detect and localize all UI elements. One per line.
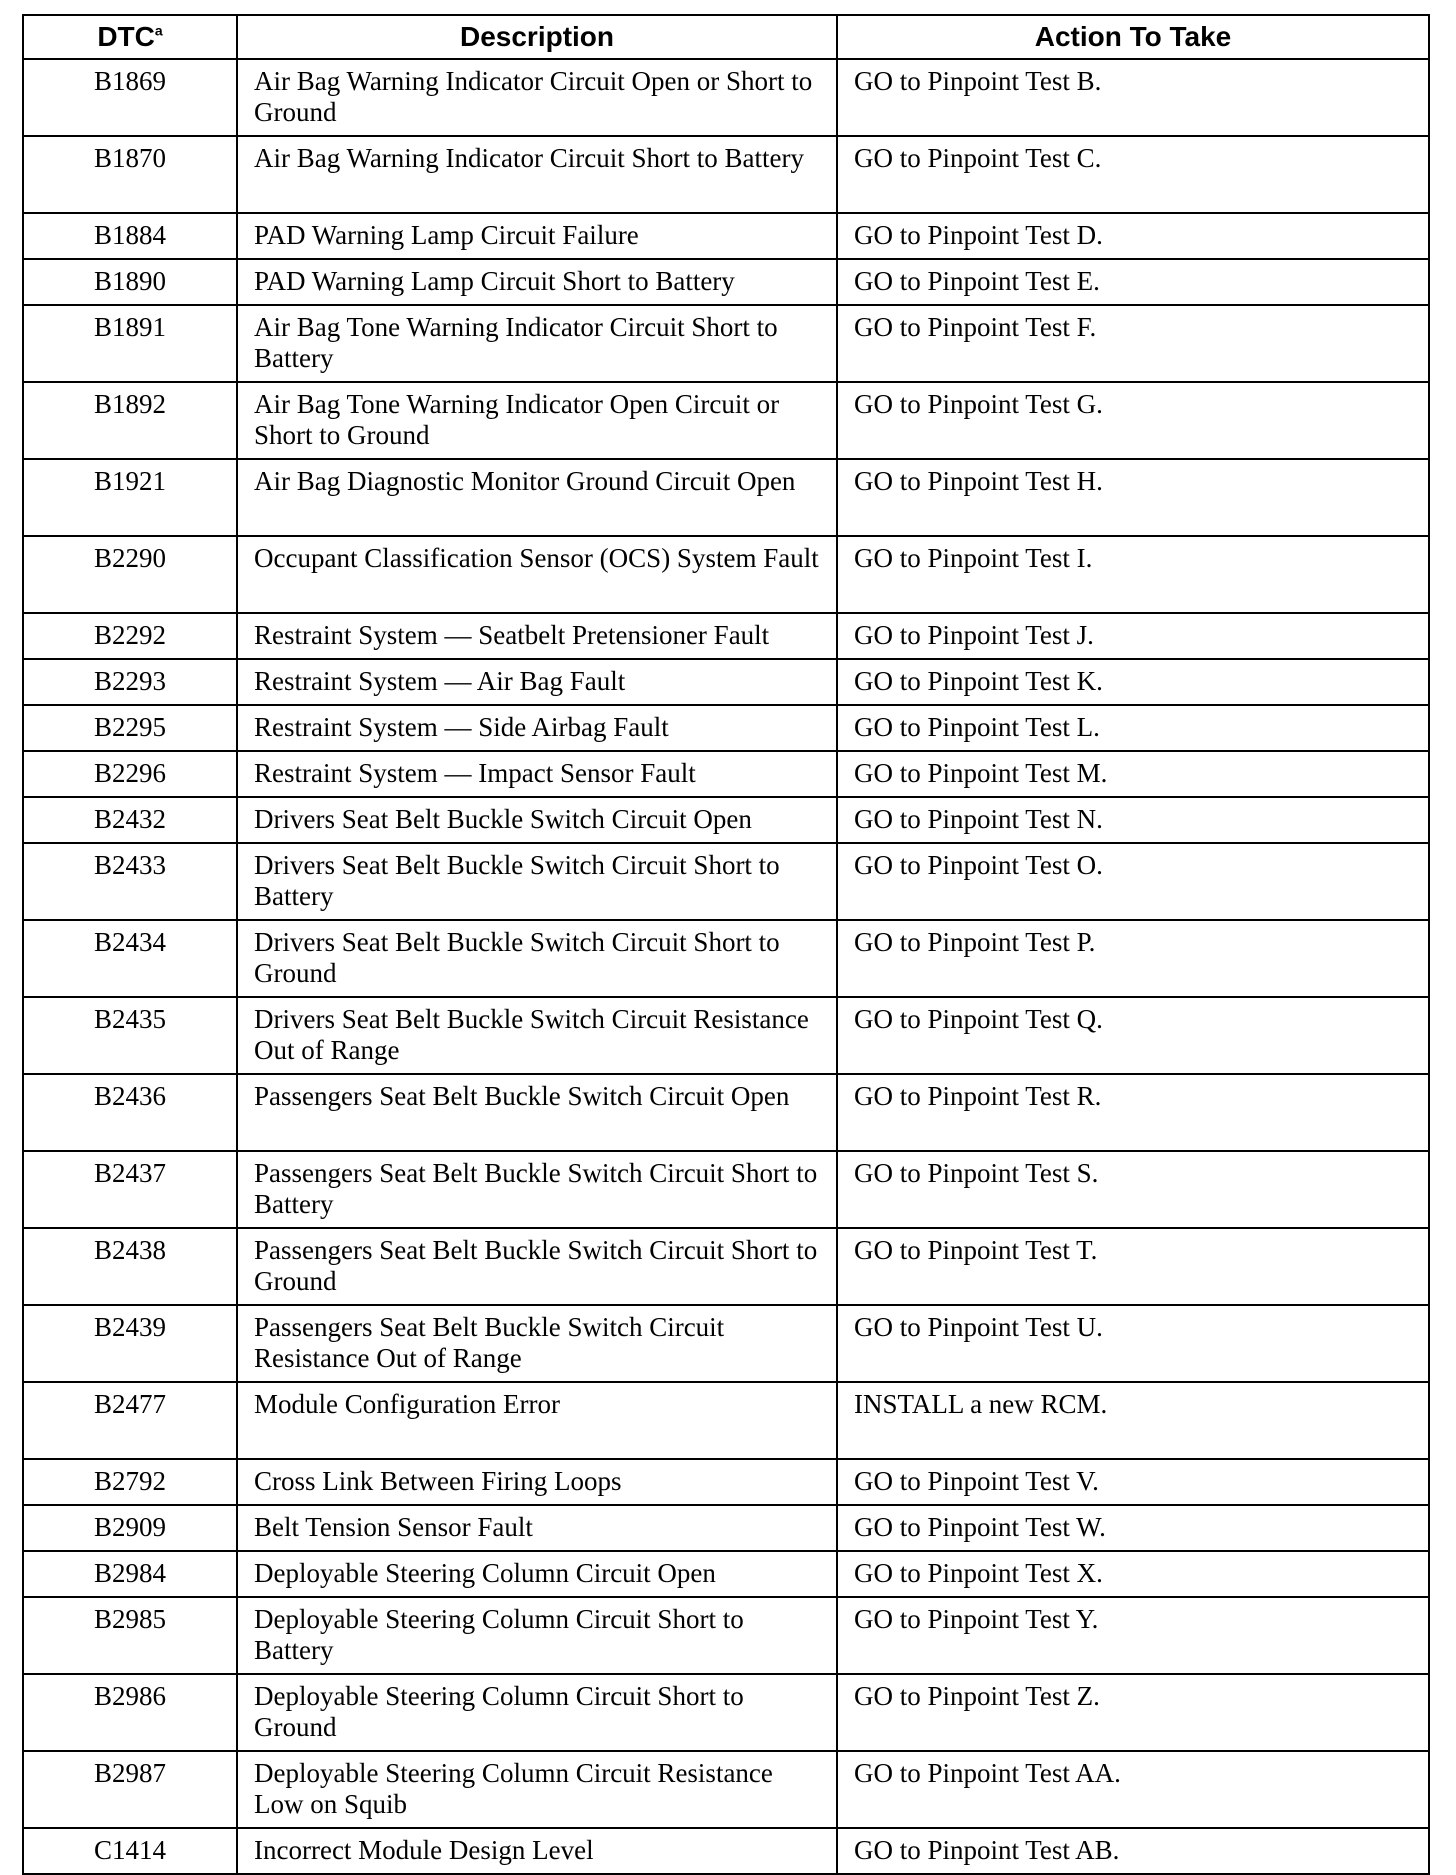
dtc-code-cell: B2293	[23, 659, 237, 705]
description-cell: PAD Warning Lamp Circuit Short to Battery	[237, 259, 837, 305]
action-cell: GO to Pinpoint Test P.	[837, 920, 1429, 997]
action-cell: GO to Pinpoint Test B.	[837, 59, 1429, 136]
description-cell: Passengers Seat Belt Buckle Switch Circuit Resistance Out of Range	[237, 1305, 837, 1382]
action-cell: GO to Pinpoint Test AB.	[837, 1828, 1429, 1874]
action-cell: GO to Pinpoint Test D.	[837, 213, 1429, 259]
dtc-code-cell: B2439	[23, 1305, 237, 1382]
description-cell: Restraint System — Side Airbag Fault	[237, 705, 837, 751]
action-cell: GO to Pinpoint Test I.	[837, 536, 1429, 613]
description-cell: Drivers Seat Belt Buckle Switch Circuit Short to Battery	[237, 843, 837, 920]
table-row	[23, 536, 1429, 613]
table-row	[23, 305, 1429, 382]
table-row	[23, 659, 1429, 705]
dtc-code-cell: B2432	[23, 797, 237, 843]
description-cell: Air Bag Tone Warning Indicator Circuit Short to Battery	[237, 305, 837, 382]
description-cell: Occupant Classification Sensor (OCS) System Fault	[237, 536, 837, 613]
description-cell: Deployable Steering Column Circuit Short to Ground	[237, 1674, 837, 1751]
description-cell: Deployable Steering Column Circuit Resistance Low on Squib	[237, 1751, 837, 1828]
description-cell: PAD Warning Lamp Circuit Failure	[237, 213, 837, 259]
header-action: Action To Take	[837, 15, 1429, 59]
description-cell: Drivers Seat Belt Buckle Switch Circuit Open	[237, 797, 837, 843]
table-body	[23, 59, 1429, 1874]
table-row	[23, 997, 1429, 1074]
table-row	[23, 843, 1429, 920]
dtc-code-cell: B2296	[23, 751, 237, 797]
action-cell: GO to Pinpoint Test H.	[837, 459, 1429, 536]
action-cell: GO to Pinpoint Test L.	[837, 705, 1429, 751]
table-row	[23, 705, 1429, 751]
table-header-row	[23, 15, 1429, 59]
description-cell: Restraint System — Seatbelt Pretensioner Fault	[237, 613, 837, 659]
action-cell: GO to Pinpoint Test V.	[837, 1459, 1429, 1505]
table-row	[23, 1459, 1429, 1505]
action-cell: GO to Pinpoint Test AA.	[837, 1751, 1429, 1828]
table-row	[23, 920, 1429, 997]
description-cell: Deployable Steering Column Circuit Open	[237, 1551, 837, 1597]
description-cell: Cross Link Between Firing Loops	[237, 1459, 837, 1505]
description-cell: Air Bag Diagnostic Monitor Ground Circuit Open	[237, 459, 837, 536]
table-row	[23, 1597, 1429, 1674]
description-cell: Drivers Seat Belt Buckle Switch Circuit Resistance Out of Range	[237, 997, 837, 1074]
description-cell: Air Bag Warning Indicator Circuit Open or Short to Ground	[237, 59, 837, 136]
dtc-code-cell: B2477	[23, 1382, 237, 1459]
table-row	[23, 59, 1429, 136]
dtc-code-cell: B1890	[23, 259, 237, 305]
action-cell: GO to Pinpoint Test K.	[837, 659, 1429, 705]
dtc-code-cell: B2909	[23, 1505, 237, 1551]
description-cell: Passengers Seat Belt Buckle Switch Circuit Open	[237, 1074, 837, 1151]
table-row	[23, 751, 1429, 797]
description-cell: Deployable Steering Column Circuit Short to Battery	[237, 1597, 837, 1674]
dtc-code-cell: B1870	[23, 136, 237, 213]
dtc-code-cell: B2986	[23, 1674, 237, 1751]
table-row	[23, 1305, 1429, 1382]
dtc-code-cell: B2984	[23, 1551, 237, 1597]
description-cell: Air Bag Warning Indicator Circuit Short to Battery	[237, 136, 837, 213]
action-cell: GO to Pinpoint Test R.	[837, 1074, 1429, 1151]
description-cell: Air Bag Tone Warning Indicator Open Circuit or Short to Ground	[237, 382, 837, 459]
action-cell: GO to Pinpoint Test Y.	[837, 1597, 1429, 1674]
action-cell: GO to Pinpoint Test U.	[837, 1305, 1429, 1382]
dtc-code-cell: C1414	[23, 1828, 237, 1874]
dtc-code-cell: B2985	[23, 1597, 237, 1674]
dtc-table-container	[22, 14, 1428, 1875]
table-row	[23, 1074, 1429, 1151]
dtc-code-cell: B2987	[23, 1751, 237, 1828]
action-cell: GO to Pinpoint Test M.	[837, 751, 1429, 797]
action-cell: GO to Pinpoint Test C.	[837, 136, 1429, 213]
action-cell: GO to Pinpoint Test X.	[837, 1551, 1429, 1597]
description-cell: Belt Tension Sensor Fault	[237, 1505, 837, 1551]
table-row	[23, 1674, 1429, 1751]
header-dtc-footnote: a	[154, 22, 163, 39]
dtc-code-cell: B2792	[23, 1459, 237, 1505]
dtc-code-cell: B1891	[23, 305, 237, 382]
description-cell: Restraint System — Air Bag Fault	[237, 659, 837, 705]
action-cell: INSTALL a new RCM.	[837, 1382, 1429, 1459]
description-cell: Drivers Seat Belt Buckle Switch Circuit Short to Ground	[237, 920, 837, 997]
dtc-code-cell: B2433	[23, 843, 237, 920]
dtc-code-cell: B2292	[23, 613, 237, 659]
action-cell: GO to Pinpoint Test W.	[837, 1505, 1429, 1551]
action-cell: GO to Pinpoint Test Q.	[837, 997, 1429, 1074]
table-row	[23, 797, 1429, 843]
table-row	[23, 1505, 1429, 1551]
action-cell: GO to Pinpoint Test S.	[837, 1151, 1429, 1228]
table-row	[23, 1828, 1429, 1874]
dtc-code-cell: B2435	[23, 997, 237, 1074]
table-row	[23, 1751, 1429, 1828]
table-row	[23, 1382, 1429, 1459]
action-cell: GO to Pinpoint Test Z.	[837, 1674, 1429, 1751]
action-cell: GO to Pinpoint Test O.	[837, 843, 1429, 920]
table-row	[23, 136, 1429, 213]
table-row	[23, 213, 1429, 259]
dtc-code-cell: B1892	[23, 382, 237, 459]
header-description: Description	[237, 15, 837, 59]
dtc-code-cell: B2434	[23, 920, 237, 997]
dtc-code-cell: B2438	[23, 1228, 237, 1305]
dtc-code-cell: B2436	[23, 1074, 237, 1151]
table-row	[23, 1151, 1429, 1228]
table-row	[23, 259, 1429, 305]
action-cell: GO to Pinpoint Test F.	[837, 305, 1429, 382]
dtc-code-cell: B1921	[23, 459, 237, 536]
action-cell: GO to Pinpoint Test G.	[837, 382, 1429, 459]
dtc-code-cell: B1869	[23, 59, 237, 136]
header-dtc	[23, 15, 237, 59]
description-cell: Incorrect Module Design Level	[237, 1828, 837, 1874]
description-cell: Passengers Seat Belt Buckle Switch Circuit Short to Ground	[237, 1228, 837, 1305]
description-cell: Restraint System — Impact Sensor Fault	[237, 751, 837, 797]
dtc-code-cell: B2290	[23, 536, 237, 613]
description-cell: Passengers Seat Belt Buckle Switch Circuit Short to Battery	[237, 1151, 837, 1228]
table-row	[23, 1228, 1429, 1305]
dtc-code-cell: B2295	[23, 705, 237, 751]
table-row	[23, 613, 1429, 659]
action-cell: GO to Pinpoint Test T.	[837, 1228, 1429, 1305]
description-cell: Module Configuration Error	[237, 1382, 837, 1459]
dtc-code-cell: B1884	[23, 213, 237, 259]
action-cell: GO to Pinpoint Test J.	[837, 613, 1429, 659]
dtc-code-cell: B2437	[23, 1151, 237, 1228]
table-row	[23, 1551, 1429, 1597]
header-dtc-label: DTC	[97, 21, 155, 52]
table-row	[23, 382, 1429, 459]
dtc-table	[22, 14, 1430, 1875]
action-cell: GO to Pinpoint Test E.	[837, 259, 1429, 305]
table-row	[23, 459, 1429, 536]
action-cell: GO to Pinpoint Test N.	[837, 797, 1429, 843]
